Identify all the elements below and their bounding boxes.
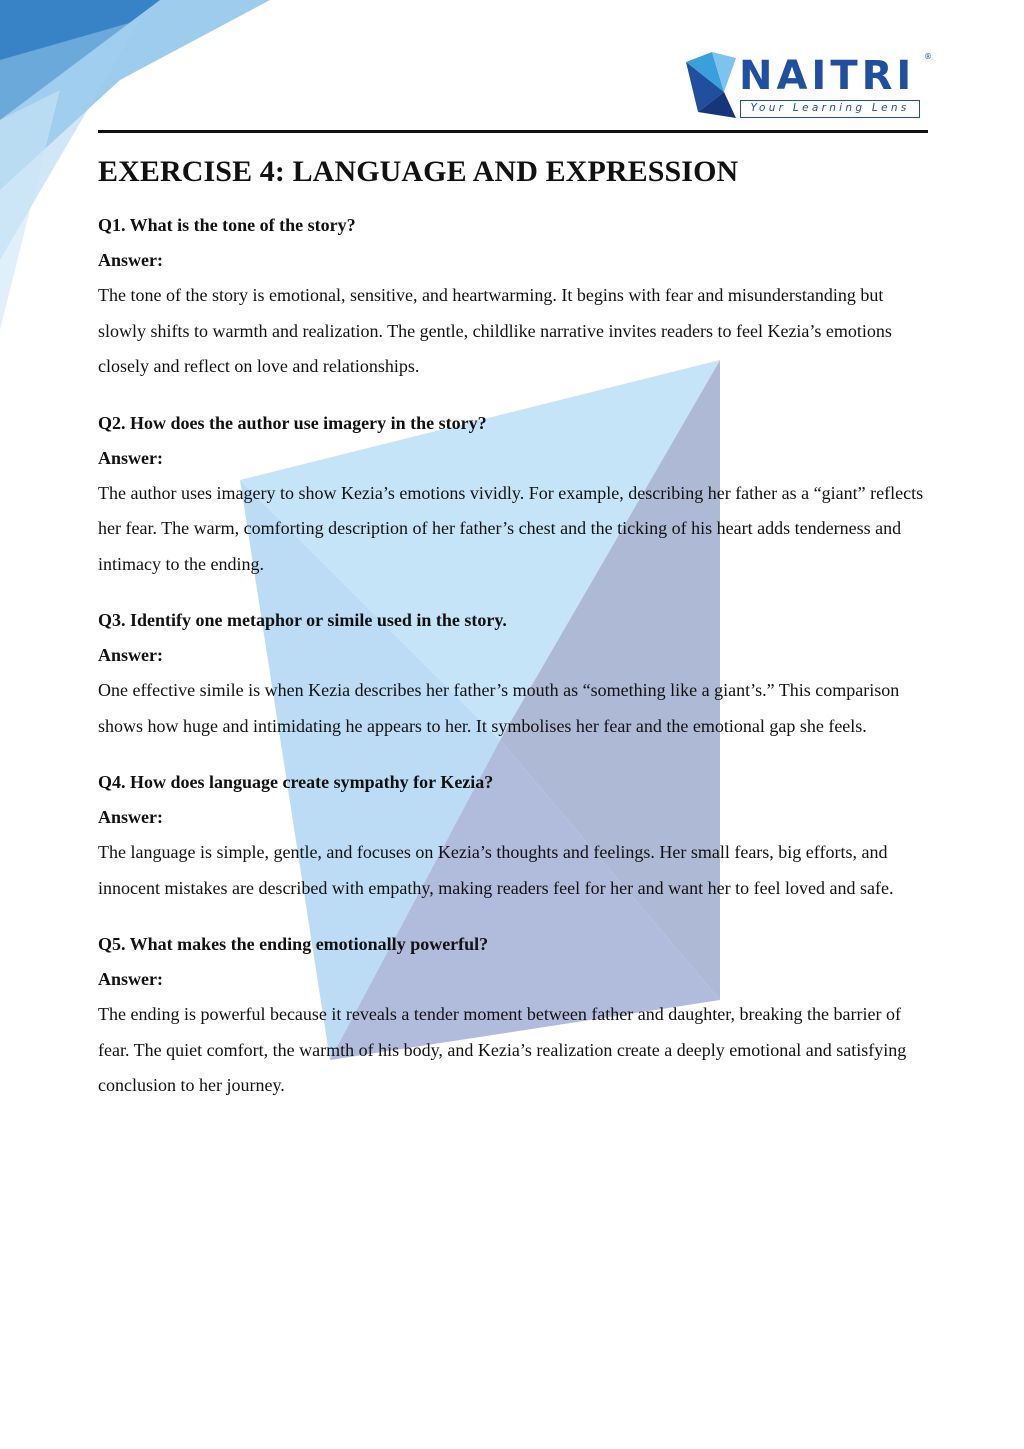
question-text: Q1. What is the tone of the story? <box>98 215 356 235</box>
question-text: Q2. How does the author use imagery in the story? <box>98 412 487 433</box>
question-text: Q3. Identify one metaphor or simile used in the story. <box>98 610 507 630</box>
question-text: Q5. What makes the ending emotionally powerful? <box>98 934 489 954</box>
answer-label: Answer: <box>98 645 163 665</box>
answer-text: The ending is powerful because it reveals a tender moment between father and daughter, breaking the barrier of fear. The quiet comfort, the warmth of his body, and Kezia’s realization create a deeply emotional and satisfying conclusion to her journey. <box>98 1004 907 1095</box>
registered-mark: ® <box>924 52 932 61</box>
question-block-2 <box>98 406 928 583</box>
question-block-5 <box>98 927 928 1104</box>
answer-label: Answer: <box>98 447 163 468</box>
header-divider <box>98 130 928 133</box>
answer-label: Answer: <box>98 969 163 989</box>
page-title: EXERCISE 4: LANGUAGE AND EXPRESSION <box>98 155 739 188</box>
naitri-logo <box>684 52 934 122</box>
answer-label: Answer: <box>98 250 163 270</box>
origami-logo-icon <box>684 52 740 118</box>
answer-text: The language is simple, gentle, and focuses on Kezia’s thoughts and feelings. Her small fears, big efforts, and innocent mistakes are described with empathy, making readers feel for her and want her to feel loved and safe. <box>98 842 894 898</box>
answer-text: The tone of the story is emotional, sensitive, and heartwarming. It begins with fear and misunderstanding but slowly shifts to warmth and realization. The gentle, childlike narrative invites readers to feel Kezia’s emotions closely and reflect on love and relationships. <box>98 285 892 376</box>
question-block-4 <box>98 765 928 906</box>
logo-tagline: Your Learning Lens <box>740 100 920 118</box>
answer-label: Answer: <box>98 807 163 827</box>
question-block-1 <box>98 208 928 385</box>
question-text: Q4. How does language create sympathy for Kezia? <box>98 772 494 792</box>
document-body <box>98 148 928 1104</box>
logo-wordmark: NAITRI <box>739 53 916 99</box>
answer-text: The author uses imagery to show Kezia’s emotions vividly. For example, describing her father as a “giant” reflects her fear. The warm, comforting description of her father’s chest and the ticking of his heart adds tenderness and intimacy to the ending. <box>98 482 924 574</box>
question-block-3 <box>98 603 928 744</box>
answer-text: One effective simile is when Kezia describes her father’s mouth as “something like a giant’s.” This comparison shows how huge and intimidating he appears to her. It symbolises her fear and the emotional gap she feels. <box>98 680 900 736</box>
